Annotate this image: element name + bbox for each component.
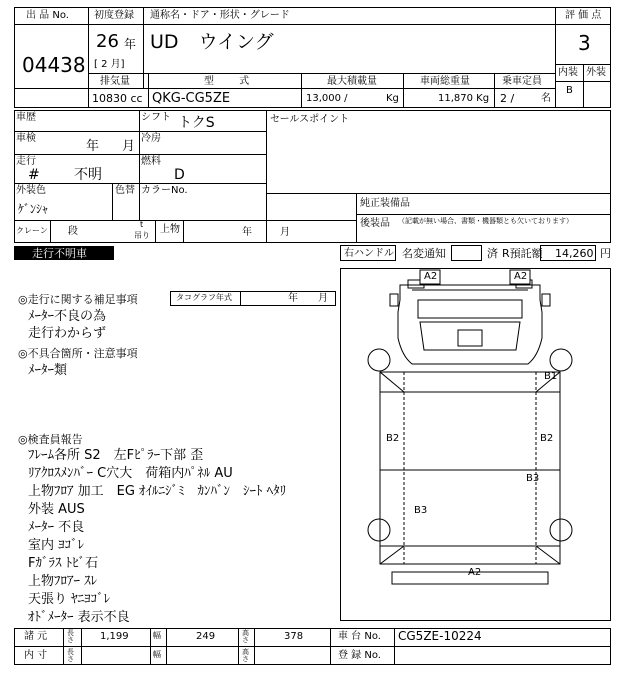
- interior-length-label: 長さ: [67, 648, 74, 663]
- rating-score: 3: [578, 31, 591, 55]
- crane-lift: 吊り: [134, 231, 150, 240]
- crane-ton: t: [140, 220, 144, 229]
- length-value: 1,199: [100, 631, 129, 642]
- color-code-label: カラーNo.: [141, 185, 188, 196]
- length-label: 長さ: [67, 629, 74, 644]
- max-load-label: 最大積載量: [327, 76, 377, 87]
- max-load-value: 13,000 /: [306, 93, 348, 104]
- mileage-note-1: ﾒｰﾀｰ不良の為: [28, 309, 107, 324]
- inspection-label: 車検: [16, 133, 36, 144]
- model-value: QKG-CG5ZE: [152, 91, 231, 106]
- mileage-section-title: ◎走行に関する補足事項: [18, 293, 138, 306]
- inspector-note-7: Fｶﾞﾗｽ ﾄﾋﾞ石: [28, 556, 99, 571]
- damage-a2-rear: A2: [468, 567, 482, 578]
- vehicle-name-label: 通称名・ドア・形状・グレード: [150, 10, 290, 21]
- first-reg-year-unit: 年: [124, 37, 137, 51]
- first-reg-label: 初度登録: [94, 10, 134, 21]
- shift-value: トクS: [178, 115, 215, 131]
- tacho-label: タコグラフ年式: [176, 293, 232, 302]
- mileage-note-2: 走行わからず: [28, 326, 107, 341]
- gross-weight-label: 車両総重量: [420, 76, 470, 87]
- body-month: 月: [280, 227, 290, 238]
- truck-diagram: [368, 280, 572, 584]
- damage-b1: B1: [544, 371, 558, 382]
- gross-weight-value: 11,870 Kg: [438, 93, 490, 104]
- damage-b3-right: B3: [526, 473, 540, 484]
- inspector-note-10: ｵﾄﾞﾒｰﾀｰ 表示不良: [28, 610, 130, 625]
- damage-a2-front-left: A2: [424, 271, 438, 282]
- inspector-note-6: 室内 ﾖｺﾞﾚ: [28, 538, 85, 553]
- chassis-label: 車 台 No.: [338, 631, 381, 642]
- aftermarket-label: 後装品: [360, 218, 390, 229]
- registration-label: 登 録 No.: [338, 650, 381, 661]
- first-reg-month: [ 2 月]: [94, 59, 125, 70]
- ac-label: 冷房: [141, 133, 161, 144]
- color-label: 外装色: [16, 185, 46, 196]
- interior-label: 内装: [558, 67, 578, 78]
- height-label: 高さ: [242, 629, 249, 644]
- max-load-unit: Kg: [386, 93, 399, 104]
- lot-label: 出 品 No.: [26, 10, 69, 21]
- recycle-deposit-value: 14,260: [555, 247, 594, 260]
- capacity-unit: 名: [541, 93, 551, 104]
- equipment-label: 純正装備品: [360, 198, 410, 209]
- fuel-value: D: [174, 167, 185, 183]
- inspection-month: 月: [122, 139, 136, 154]
- inspector-note-5: ﾒｰﾀｰ 不良: [28, 520, 85, 535]
- aftermarket-note: （記載が無い場合、書類・機器類とも欠いております）: [398, 217, 573, 225]
- body-label: 上物: [160, 224, 180, 235]
- crane-stage: 段: [68, 226, 78, 237]
- model-label: 型 式: [204, 76, 250, 87]
- capacity-label: 乗車定員: [502, 76, 542, 87]
- inspector-note-2: ﾘｱｸﾛｽﾒﾝﾊﾞｰ C穴大 荷箱内ﾊﾟﾈﾙ AU: [28, 466, 233, 481]
- tacho-year: 年: [288, 293, 298, 304]
- recycle-done: 済: [487, 247, 498, 260]
- first-reg-year: 26: [96, 31, 119, 52]
- mileage-prefix: #: [28, 167, 40, 183]
- interior-height-label: 高さ: [242, 648, 249, 663]
- tacho-month: 月: [318, 293, 328, 304]
- inspector-note-9: 天張り ﾔﾆﾖｺﾞﾚ: [28, 592, 111, 607]
- height-value: 378: [284, 631, 304, 642]
- interior-width-label: 幅: [153, 650, 161, 659]
- inspector-note-3: 上物ﾌﾛｱ 加工 EG ｵｲﾙﾆｼﾞﾐ ｶﾝﾊﾞﾝ ｼｰﾄ ﾍﾀﾘ: [28, 484, 287, 499]
- fuel-label: 燃料: [141, 156, 161, 167]
- history-label: 車歴: [16, 112, 36, 123]
- name-change-label: 名変通知: [402, 247, 446, 260]
- damage-a2-front-right: A2: [514, 271, 528, 282]
- lot-number: 04438: [22, 53, 86, 77]
- rhd-badge: 右ハンドル: [344, 248, 394, 259]
- displacement-label: 排気量: [100, 76, 130, 87]
- inspection-year: 年: [86, 139, 100, 154]
- dims-label: 諸 元: [24, 631, 48, 642]
- width-value: 249: [196, 631, 216, 642]
- interior-grade: B: [566, 85, 573, 96]
- defect-note-1: ﾒｰﾀｰ類: [28, 363, 68, 378]
- capacity-value: 2 /: [500, 92, 515, 105]
- rating-label: 評 価 点: [565, 10, 602, 21]
- mileage-unknown-badge: 走行不明車: [32, 247, 87, 260]
- displacement-value: 10830 cc: [92, 92, 143, 105]
- damage-b2-left: B2: [386, 433, 400, 444]
- body-year: 年: [242, 227, 252, 238]
- sales-point-label: セールスポイント: [270, 114, 350, 125]
- color-value: ｹﾞﾝｼｬ: [18, 202, 49, 216]
- inspector-note-8: 上物ﾌﾛｱｰ ｽﾚ: [28, 574, 98, 589]
- interior-dims-label: 内 寸: [24, 650, 48, 661]
- color-change-label: 色替: [115, 185, 135, 196]
- inspector-note-4: 外装 AUS: [28, 502, 85, 517]
- damage-b3-left: B3: [414, 505, 428, 516]
- vehicle-name: UD ウイング: [150, 31, 274, 53]
- damage-b2-right: B2: [540, 433, 554, 444]
- width-label: 幅: [153, 631, 161, 640]
- chassis-value: CG5ZE-10224: [398, 629, 482, 643]
- crane-label: クレーン: [16, 226, 48, 235]
- inspector-section-title: ◎検査員報告: [18, 433, 83, 446]
- recycle-deposit-unit: 円: [600, 247, 611, 260]
- mileage-value: 不明: [74, 167, 102, 183]
- mileage-label: 走行: [16, 156, 36, 167]
- inspector-note-1: ﾌﾚｰﾑ各所 S2 左Fﾋﾟﾗｰ下部 歪: [28, 448, 204, 463]
- recycle-deposit-label: R預託額: [502, 247, 543, 260]
- exterior-label: 外装: [586, 67, 606, 78]
- defect-section-title: ◎不具合箇所・注意事項: [18, 347, 138, 360]
- shift-label: シフト: [141, 112, 171, 123]
